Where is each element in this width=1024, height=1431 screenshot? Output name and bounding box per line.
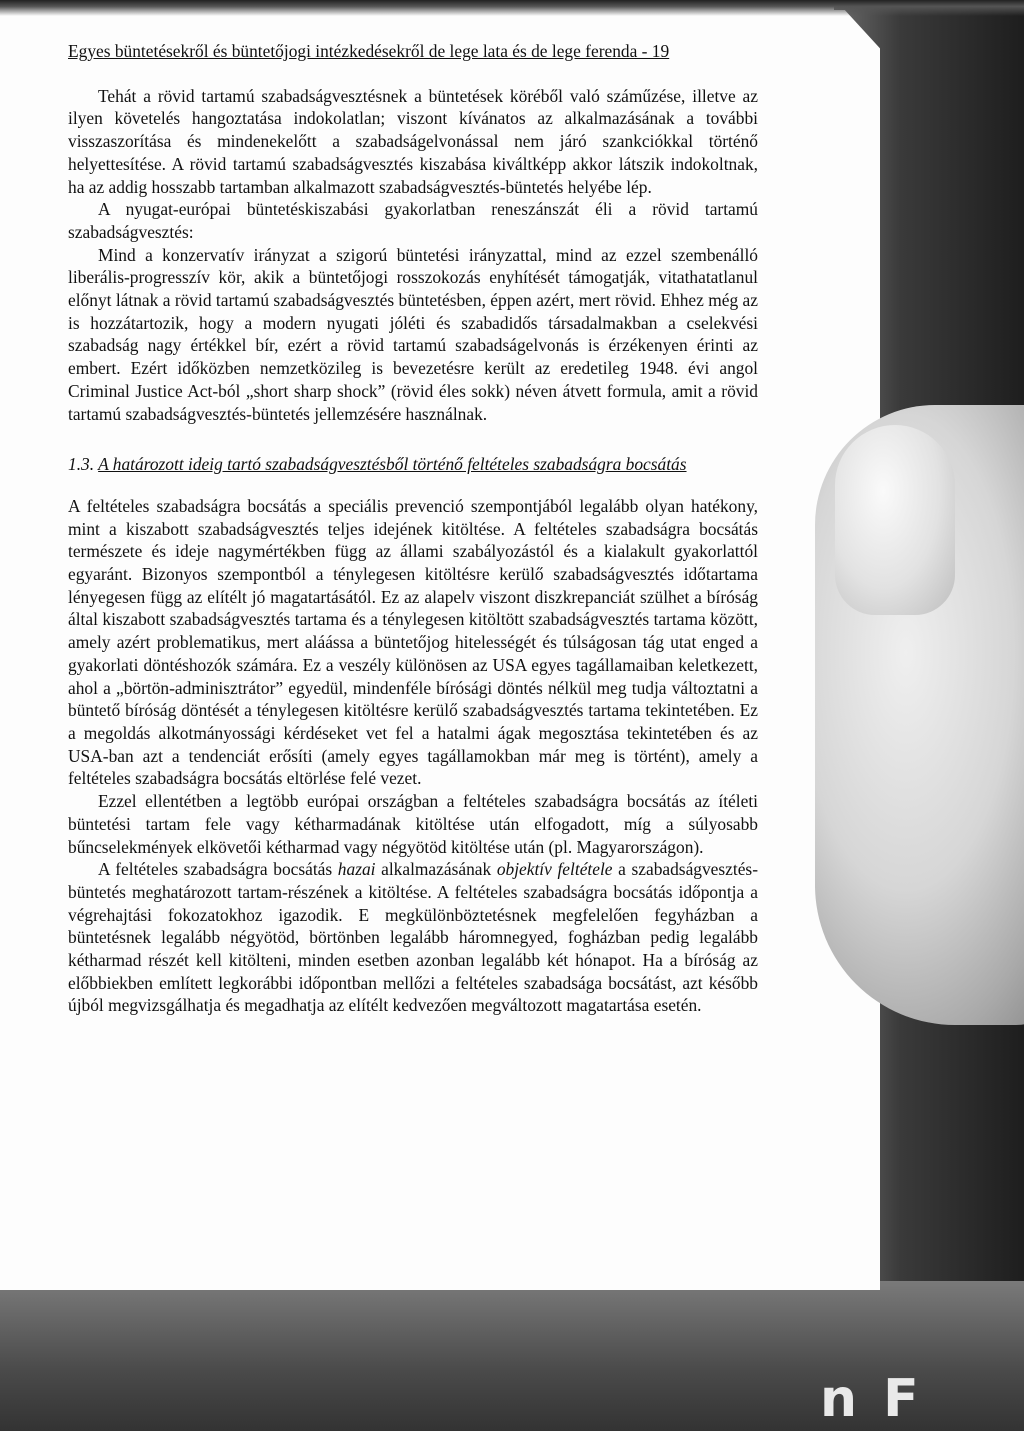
paragraph-6 <box>68 858 758 1017</box>
page-content <box>68 40 758 1017</box>
paragraph-3: Mind a konzervatív irányzat a szigorú büntetési irányzattal, mind az ezzel szembenálló liberális-progresszív kör, akik a büntetőjogi rosszokozás enyhítését támogatják, vitathatatlanul előnyt látnak a rövid tartamú szabadságvesztés büntetésben, éppen azért, mert rövid. Ehhez még az is hozzátartozik, hogy a modern nyugati jóléti és szabadidős társadalmakban a cselekvési szabadság nagy értékkel bír, ezért a rövid tartamú szabadságelvonás is érzékenyen érinti az embert. Ezért időközben nemzetközileg is bevezetésre került az eredetileg 1948. évi angol Criminal Justice Act-ból „short sharp shock” (rövid éles sokk) néven átvett formula, amit a rövid tartamú szabadságvesztés-büntetés jellemzésére használnak. <box>68 244 758 424</box>
section-heading <box>68 453 758 476</box>
thumb-nail <box>835 425 955 615</box>
paragraph-6-b: alkalmazásának <box>375 859 497 880</box>
paragraph-6-em-objektiv: objektív feltétele <box>496 859 613 880</box>
corner-text: n F <box>820 1369 923 1429</box>
section-title: A határozott ideig tartó szabadságvesztésből történő feltételes szabadságra bocsátás <box>98 454 687 475</box>
paragraph-2: A nyugat-európai büntetéskiszabási gyakorlatban reneszánszát éli a rövid tartamú szabadságvesztés: <box>68 199 758 242</box>
running-header: Egyes büntetésekről és büntetőjogi intézkedésekről de lege lata és de lege ferenda - 19 <box>68 41 670 61</box>
paragraph-1: Tehát a rövid tartamú szabadságvesztésnek a büntetések köréből való száműzése, illetve az ilyen követelés hangoztatása indokolatlan; viszont kívánatos az alkalmazásának a további visszaszorítása és mindenekelőtt a szabadságelvonással nem járó szankciókkal történő helyettesítése. A rövid tartamú szabadságvesztés kiszabása kiváltképp akkor látszik indokoltnak, ha az addig hosszabb tartamban alkalmazott szabadságvesztés-büntetés helyébe lép. <box>68 85 758 197</box>
section-number: 1.3. <box>68 454 95 475</box>
paragraph-6-c: a szabadságvesztés-büntetés meghatározott tartam-részének a kitöltése. A feltételes szabadságra bocsátás időpontja a végrehajtási fokozatokhoz igazodik. E megkülönböztetésnek megfelelően fegyházban a büntetésnek legalább négyötöd, börtönben legalább háromnegyed, fogházban pedig legalább kétharmad részét kell kitölteni, minden esetben azonban legalább két hónapot. Ha a bíróság az előbbiekben említett legkorábbi időpontban mellőzi a feltételes szabadsága bocsátást, azt később újból megvizsgálhatja és megadhatja az elítélt kedvezően megváltozott magatartása esetén. <box>68 859 758 1016</box>
paragraph-4: A feltételes szabadságra bocsátás a speciális prevenció szempontjából legalább olyan hatékony, mint a kiszabott szabadságvesztés teljes idejének kitöltése. A feltételes szabadságra bocsátás természete és ideje nagymértékben függ az állami szabályozástól és a kialakult gyakorlattól egyaránt. Bizonyos szempontból a ténylegesen kitöltésre kerülő szabadságvesztés időtartama lényegesen függ az elítélt jó magatartásától. Ez az alapelv viszont diszkrepanciát szülhet a bíróság által kiszabott szabadságvesztés tartama és a ténylegesen kitöltött szabadságvesztés tartama között, amely azért problematikus, mert aláássa a büntetőjog hitelességét és túlságosan tág utat enged a gyakorlati döntéshozók számára. Ez a veszély különösen az USA egyes tagállamaiban keletkezett, ahol a „börtön-adminisztrátor” egyedül, mindenféle bírósági döntés nélkül meg tudja változtatni a büntető bíróság döntését a ténylegesen kitöltésre kerülő szabadságvesztés tartama tekintetében. Ez a megoldás alkotmányossági kérdéseket vet fel a hatalmi ágak megosztása tekintetében és az USA-ban azt a tendenciát erősíti (amely egyes tagállamokban már meg is történt), amely a feltételes szabadságra bocsátás eltörlése felé vezet. <box>68 495 758 789</box>
paragraph-5: Ezzel ellentétben a legtöbb európai országban a feltételes szabadságra bocsátás az ítéleti büntetési tartam fele vagy kétharmadának kitöltése után elfogadott, míg a súlyosabb bűncselekmények elkövetői kétharmad vagy négyötöd kitöltése után (pl. Magyarországon). <box>68 791 758 857</box>
paragraph-6-a: A feltételes szabadságra bocsátás <box>98 859 338 880</box>
paragraph-6-em-hazai: hazai <box>337 859 376 880</box>
top-shadow <box>0 0 1024 16</box>
